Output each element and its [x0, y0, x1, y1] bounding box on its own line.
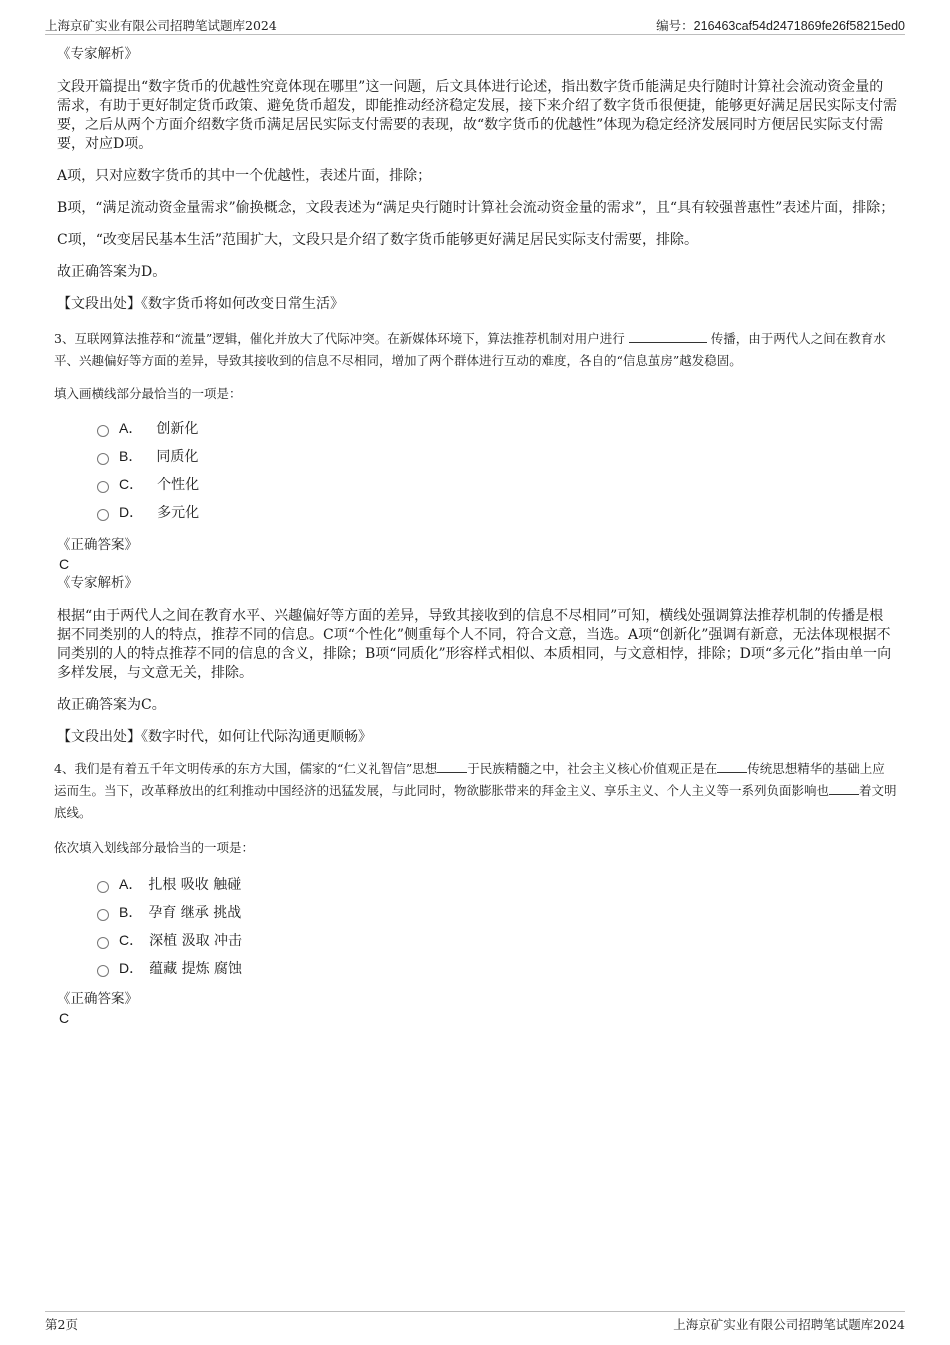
analysis-option-c: C项，“改变居民基本生活”范围扩大，文段只是介绍了数字货币能够更好满足居民实际支付需要，排除。 [57, 232, 699, 248]
footer-title: 上海京矿实业有限公司招聘笔试题库2024 [673, 1317, 905, 1332]
question-3-options [97, 414, 897, 526]
radio-icon[interactable] [97, 965, 109, 977]
question-3-blank [629, 330, 707, 343]
page-header [45, 14, 905, 35]
correct-answer-label: 《正确答案》 [57, 991, 138, 1007]
question-3-option-a[interactable]: A． 创新化 [97, 414, 897, 442]
correct-answer-value: C [59, 556, 70, 572]
question-4-options [97, 870, 897, 982]
analysis-source: 【文段出处】《数字货币将如何改变日常生活》 [57, 296, 344, 312]
expert-analysis-label: 《专家解析》 [57, 575, 138, 591]
radio-icon[interactable] [97, 453, 109, 465]
analysis-option-b: B项，“满足流动资金量需求”偷换概念，文段表述为“满足央行随时计算社会流动资金量的需求”，且“具有较强普惠性”表述片面，排除； [57, 200, 895, 216]
radio-icon[interactable] [97, 909, 109, 921]
analysis-conclusion: 故正确答案为C。 [57, 697, 166, 713]
analysis-source: 【文段出处】《数字时代，如何让代际沟通更顺畅》 [57, 729, 372, 745]
analysis-option-a: A项，只对应数字货币的其中一个优越性，表述片面，排除； [57, 168, 432, 184]
expert-analysis-text: 文段开篇提出“数字货币的优越性究竟体现在哪里”这一问题，后文具体进行论述，指出数字货币能满足央行随时计算社会流动资金量的需求，有助于更好制定货币政策、避免货币超发，即能推动经济稳定发展，接下来介绍了数字货币很便捷，能够更好满足居民实际支付需要，之后从两个方面介绍数字货币满足居民实际支付需要的表现，故“数字货币的优越性”体现为稳定经济发展同时方便居民实际支付需要，对应D项。 [57, 79, 897, 152]
header-serial: 编号：216463caf54d2471869fe26f58215ed0 [656, 19, 905, 33]
radio-icon[interactable] [97, 937, 109, 949]
page-content [54, 45, 897, 1028]
radio-icon[interactable] [97, 881, 109, 893]
analysis-conclusion: 故正确答案为D。 [57, 264, 167, 280]
question-3-prompt: 填入画横线部分最恰当的一项是： [54, 386, 242, 401]
radio-icon[interactable] [97, 481, 109, 493]
question-4-prompt: 依次填入划线部分最恰当的一项是： [54, 840, 255, 855]
question-3-option-c[interactable]: C． 个性化 [97, 470, 897, 498]
question-4-blank-2 [717, 760, 747, 773]
question-4-option-b[interactable]: B． 孕育 继承 挑战 [97, 898, 897, 926]
radio-icon[interactable] [97, 425, 109, 437]
correct-answer-value: C [59, 1010, 70, 1026]
question-4-option-d[interactable]: D． 蕴藏 提炼 腐蚀 [97, 954, 897, 982]
question-3-option-b[interactable]: B． 同质化 [97, 442, 897, 470]
page-number: 第2页 [45, 1317, 78, 1332]
radio-icon[interactable] [97, 509, 109, 521]
expert-analysis-text: 根据“由于两代人之间在教育水平、兴趣偏好等方面的差异，导致其接收到的信息不尽相同”可知，横线处强调算法推荐机制的传播是根据不同类别的人的特点，推荐不同的信息。C项“个性化”侧重每个人不同，符合文意，当选。A项“创新化”强调有新意，无法体现根据不同类别的人的特点推荐不同的信息的含义，排除；B项“同质化”形容样式相似、本质相同，与文意相悖，排除；D项“多元化”指由单一向多样发展，与文意无关，排除。 [57, 608, 892, 681]
question-4-option-a[interactable]: A． 扎根 吸收 触碰 [97, 870, 897, 898]
expert-analysis-label: 《专家解析》 [57, 46, 138, 62]
question-4-blank-3 [829, 782, 859, 795]
question-4-text: 4、我们是有着五千年文明传承的东方大国，儒家的“仁义礼智信”思想 于民族精髓之中，社会主义核心价值观正是在 传统思想精华的基础上应运而生。当下，改革释放出的红利推动中国经济的迅猛发展，与此同时，物欲膨胀带来的拜金主义、享乐主义、个人主义等一系列负面影响也 着文明底线。 [54, 761, 897, 820]
correct-answer-label: 《正确答案》 [57, 537, 138, 553]
header-title: 上海京矿实业有限公司招聘笔试题库2024 [45, 18, 277, 33]
page-footer [45, 1311, 905, 1332]
question-3-option-d[interactable]: D． 多元化 [97, 498, 897, 526]
question-3-text: 3、互联网算法推荐和“流量”逻辑，催化并放大了代际冲突。在新媒体环境下，算法推荐机制对用户进行 传播，由于两代人之间在教育水平、兴趣偏好等方面的差异，导致其接收到的信息不尽相同，增加了两个群体进行互动的难度，各自的“信息茧房”越发稳固。 [54, 331, 886, 368]
question-4-option-c[interactable]: C． 深植 汲取 冲击 [97, 926, 897, 954]
question-4-blank-1 [437, 760, 467, 773]
